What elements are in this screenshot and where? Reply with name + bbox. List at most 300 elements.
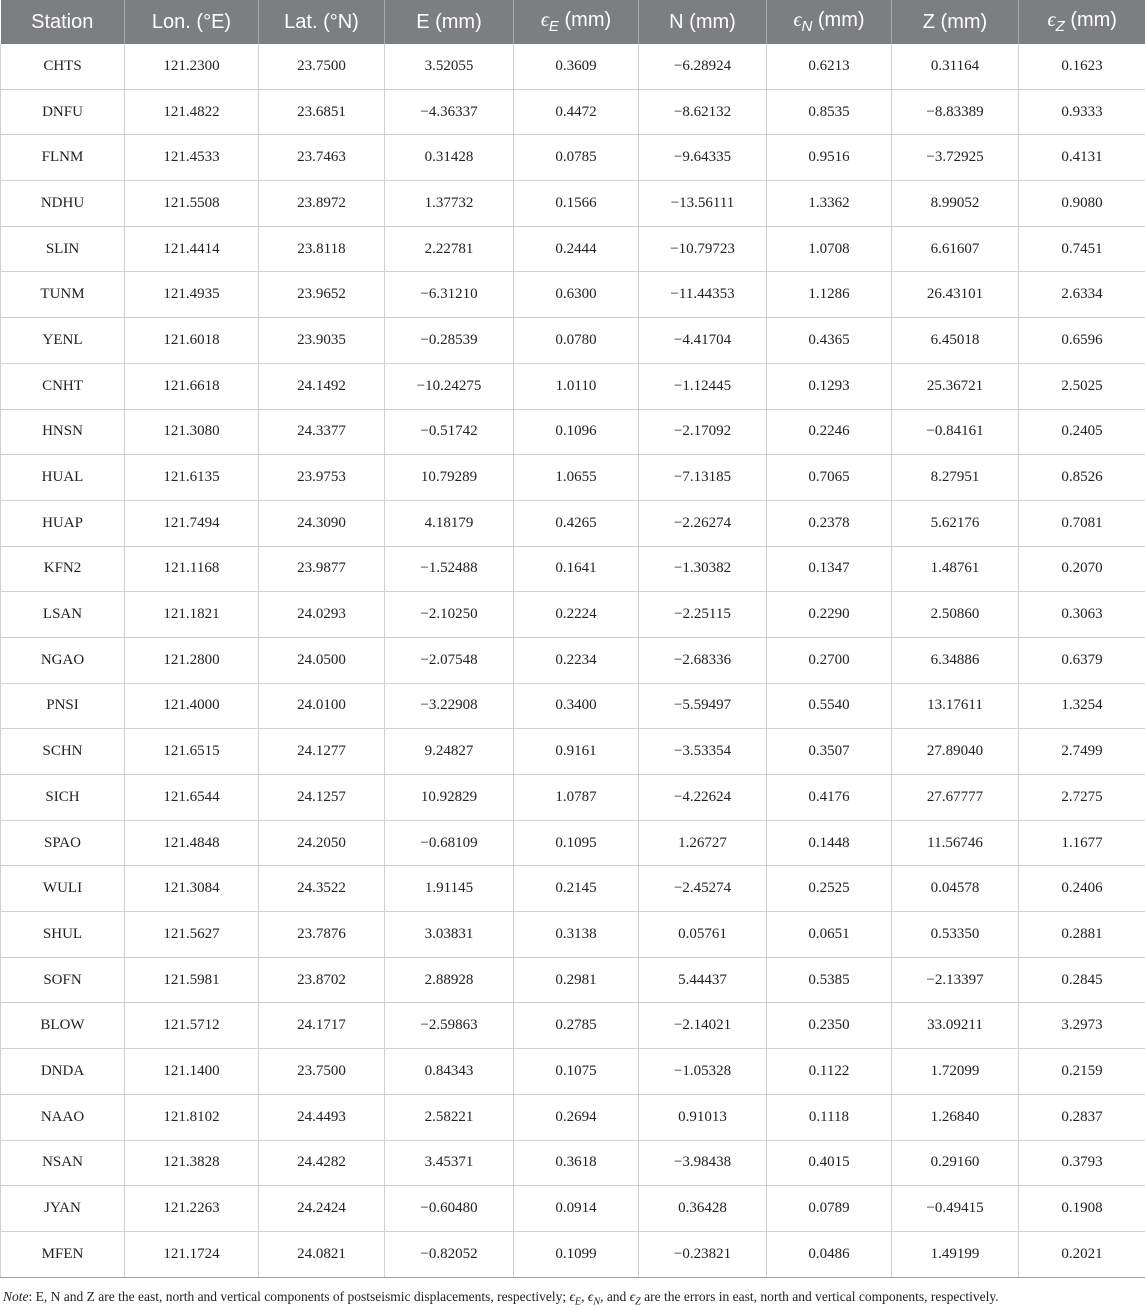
- note-eps-symbol-e: ϵ: [569, 1289, 574, 1304]
- station-cell: HNSN: [1, 409, 125, 455]
- value-cell: 0.0785: [514, 135, 639, 181]
- value-cell: 8.27951: [892, 455, 1019, 501]
- value-cell: −0.51742: [385, 409, 514, 455]
- table-row: [1, 957, 1145, 1003]
- value-cell: 0.53350: [892, 912, 1019, 958]
- value-cell: −1.12445: [639, 363, 767, 409]
- value-cell: 121.6018: [125, 318, 259, 364]
- value-cell: 0.1623: [1019, 44, 1145, 89]
- value-cell: 121.8102: [125, 1094, 259, 1140]
- value-cell: −0.68109: [385, 820, 514, 866]
- value-cell: 121.3084: [125, 866, 259, 912]
- value-cell: 0.29160: [892, 1140, 1019, 1186]
- table-row: [1, 181, 1145, 227]
- header-row: [1, 0, 1145, 44]
- value-cell: 0.6379: [1019, 637, 1145, 683]
- value-cell: 0.2845: [1019, 957, 1145, 1003]
- value-cell: 0.3618: [514, 1140, 639, 1186]
- value-cell: 0.2444: [514, 226, 639, 272]
- value-cell: 121.2263: [125, 1186, 259, 1232]
- value-cell: 0.2525: [767, 866, 892, 912]
- value-cell: 0.6596: [1019, 318, 1145, 364]
- table-row: [1, 866, 1145, 912]
- value-cell: 0.5540: [767, 683, 892, 729]
- value-cell: 23.8118: [259, 226, 385, 272]
- station-cell: LSAN: [1, 592, 125, 638]
- value-cell: 1.0655: [514, 455, 639, 501]
- table-row: [1, 912, 1145, 958]
- note-eps-symbol-n: ϵ: [588, 1289, 593, 1304]
- column-header: Z (mm): [892, 0, 1019, 44]
- value-cell: 0.04578: [892, 866, 1019, 912]
- value-cell: 121.5627: [125, 912, 259, 958]
- value-cell: 0.0914: [514, 1186, 639, 1232]
- column-unit: (mm): [559, 9, 611, 31]
- station-cell: HUAP: [1, 500, 125, 546]
- value-cell: 121.2800: [125, 637, 259, 683]
- note-sub-z: Z: [635, 1297, 641, 1308]
- epsilon-subscript: E: [549, 18, 559, 35]
- epsilon-symbol: ϵ: [541, 9, 549, 31]
- station-cell: SLIN: [1, 226, 125, 272]
- value-cell: 1.48761: [892, 546, 1019, 592]
- value-cell: 23.7463: [259, 135, 385, 181]
- value-cell: 0.1347: [767, 546, 892, 592]
- value-cell: 2.88928: [385, 957, 514, 1003]
- value-cell: 0.1075: [514, 1049, 639, 1095]
- value-cell: 0.3063: [1019, 592, 1145, 638]
- value-cell: 1.26727: [639, 820, 767, 866]
- value-cell: 0.1099: [514, 1231, 639, 1277]
- value-cell: 23.9652: [259, 272, 385, 318]
- value-cell: 25.36721: [892, 363, 1019, 409]
- value-cell: −0.60480: [385, 1186, 514, 1232]
- value-cell: −8.62132: [639, 89, 767, 135]
- value-cell: 0.2224: [514, 592, 639, 638]
- note-sep-2: , and: [600, 1289, 630, 1304]
- value-cell: −2.13397: [892, 957, 1019, 1003]
- value-cell: 0.0486: [767, 1231, 892, 1277]
- value-cell: −0.49415: [892, 1186, 1019, 1232]
- value-cell: 2.22781: [385, 226, 514, 272]
- value-cell: 0.2785: [514, 1003, 639, 1049]
- value-cell: 0.3609: [514, 44, 639, 89]
- value-cell: 121.6135: [125, 455, 259, 501]
- value-cell: 0.7451: [1019, 226, 1145, 272]
- value-cell: 121.4414: [125, 226, 259, 272]
- value-cell: 0.0780: [514, 318, 639, 364]
- value-cell: 0.2350: [767, 1003, 892, 1049]
- column-header: Lon. (°E): [125, 0, 259, 44]
- station-cell: SHUL: [1, 912, 125, 958]
- value-cell: 2.50860: [892, 592, 1019, 638]
- value-cell: −6.31210: [385, 272, 514, 318]
- epsilon-symbol: ϵ: [793, 9, 801, 31]
- value-cell: 0.31428: [385, 135, 514, 181]
- value-cell: 0.8526: [1019, 455, 1145, 501]
- value-cell: 0.2378: [767, 500, 892, 546]
- value-cell: 0.2246: [767, 409, 892, 455]
- value-cell: 24.3090: [259, 500, 385, 546]
- value-cell: 24.0293: [259, 592, 385, 638]
- table-row: [1, 683, 1145, 729]
- value-cell: 0.2290: [767, 592, 892, 638]
- value-cell: 23.8972: [259, 181, 385, 227]
- value-cell: 0.9161: [514, 729, 639, 775]
- value-cell: 2.7499: [1019, 729, 1145, 775]
- value-cell: −1.30382: [639, 546, 767, 592]
- column-header: [1019, 0, 1145, 44]
- value-cell: 23.6851: [259, 89, 385, 135]
- value-cell: 23.8702: [259, 957, 385, 1003]
- column-header: E (mm): [385, 0, 514, 44]
- value-cell: −4.41704: [639, 318, 767, 364]
- value-cell: −2.26274: [639, 500, 767, 546]
- value-cell: 121.5712: [125, 1003, 259, 1049]
- note-sub-e: E: [575, 1297, 581, 1308]
- epsilon-subscript: N: [802, 18, 813, 35]
- table-row: [1, 775, 1145, 821]
- value-cell: 24.4282: [259, 1140, 385, 1186]
- value-cell: 24.4493: [259, 1094, 385, 1140]
- value-cell: 121.5981: [125, 957, 259, 1003]
- value-cell: 23.7500: [259, 44, 385, 89]
- value-cell: −5.59497: [639, 683, 767, 729]
- table-row: [1, 500, 1145, 546]
- value-cell: 1.1286: [767, 272, 892, 318]
- value-cell: 0.1096: [514, 409, 639, 455]
- value-cell: 121.4822: [125, 89, 259, 135]
- column-header: Lat. (°N): [259, 0, 385, 44]
- table-row: [1, 1140, 1145, 1186]
- value-cell: 1.1677: [1019, 820, 1145, 866]
- value-cell: −2.68336: [639, 637, 767, 683]
- value-cell: 24.0100: [259, 683, 385, 729]
- value-cell: 0.0651: [767, 912, 892, 958]
- value-cell: −2.10250: [385, 592, 514, 638]
- value-cell: 0.1122: [767, 1049, 892, 1095]
- value-cell: 0.1448: [767, 820, 892, 866]
- value-cell: 24.2424: [259, 1186, 385, 1232]
- value-cell: 9.24827: [385, 729, 514, 775]
- value-cell: 0.2145: [514, 866, 639, 912]
- value-cell: 23.9877: [259, 546, 385, 592]
- value-cell: −9.64335: [639, 135, 767, 181]
- station-cell: HUAL: [1, 455, 125, 501]
- value-cell: −2.07548: [385, 637, 514, 683]
- table-row: [1, 44, 1145, 89]
- value-cell: 0.91013: [639, 1094, 767, 1140]
- value-cell: 1.37732: [385, 181, 514, 227]
- value-cell: 4.18179: [385, 500, 514, 546]
- station-cell: CHTS: [1, 44, 125, 89]
- value-cell: −6.28924: [639, 44, 767, 89]
- value-cell: 121.7494: [125, 500, 259, 546]
- station-cell: KFN2: [1, 546, 125, 592]
- value-cell: 23.9035: [259, 318, 385, 364]
- station-cell: SOFN: [1, 957, 125, 1003]
- value-cell: 121.3080: [125, 409, 259, 455]
- value-cell: 0.1095: [514, 820, 639, 866]
- table-row: [1, 1094, 1145, 1140]
- value-cell: 1.0787: [514, 775, 639, 821]
- value-cell: 24.3522: [259, 866, 385, 912]
- value-cell: 0.6300: [514, 272, 639, 318]
- note-text-1: : E, N and Z are the east, north and vertical components of postseismic displacements, respectively;: [29, 1289, 570, 1304]
- value-cell: −0.23821: [639, 1231, 767, 1277]
- value-cell: 121.4935: [125, 272, 259, 318]
- value-cell: 121.6515: [125, 729, 259, 775]
- value-cell: 121.1168: [125, 546, 259, 592]
- note-eps-symbol-z: ϵ: [630, 1289, 635, 1304]
- table-row: [1, 226, 1145, 272]
- value-cell: 1.0110: [514, 363, 639, 409]
- value-cell: 26.43101: [892, 272, 1019, 318]
- value-cell: 5.44437: [639, 957, 767, 1003]
- column-header: [514, 0, 639, 44]
- value-cell: −13.56111: [639, 181, 767, 227]
- value-cell: −2.59863: [385, 1003, 514, 1049]
- column-unit: (mm): [812, 9, 864, 31]
- column-header: Station: [1, 0, 125, 44]
- value-cell: 1.26840: [892, 1094, 1019, 1140]
- value-cell: −0.84161: [892, 409, 1019, 455]
- value-cell: 0.0789: [767, 1186, 892, 1232]
- value-cell: 27.89040: [892, 729, 1019, 775]
- value-cell: 24.2050: [259, 820, 385, 866]
- value-cell: 2.5025: [1019, 363, 1145, 409]
- value-cell: 0.9333: [1019, 89, 1145, 135]
- value-cell: 2.58221: [385, 1094, 514, 1140]
- value-cell: 10.79289: [385, 455, 514, 501]
- value-cell: 121.4848: [125, 820, 259, 866]
- table-row: [1, 318, 1145, 364]
- value-cell: 24.1492: [259, 363, 385, 409]
- value-cell: −4.22624: [639, 775, 767, 821]
- value-cell: 0.4265: [514, 500, 639, 546]
- value-cell: 0.9516: [767, 135, 892, 181]
- value-cell: 0.8535: [767, 89, 892, 135]
- value-cell: 0.9080: [1019, 181, 1145, 227]
- value-cell: 5.62176: [892, 500, 1019, 546]
- value-cell: 0.2405: [1019, 409, 1145, 455]
- value-cell: 121.6544: [125, 775, 259, 821]
- value-cell: 121.4533: [125, 135, 259, 181]
- epsilon-symbol: ϵ: [1048, 9, 1056, 31]
- table-row: [1, 729, 1145, 775]
- value-cell: 0.2700: [767, 637, 892, 683]
- value-cell: 0.4472: [514, 89, 639, 135]
- table-row: [1, 135, 1145, 181]
- table-row: [1, 272, 1145, 318]
- station-cell: SICH: [1, 775, 125, 821]
- value-cell: 24.1717: [259, 1003, 385, 1049]
- value-cell: 121.2300: [125, 44, 259, 89]
- value-cell: 0.2694: [514, 1094, 639, 1140]
- value-cell: 0.1566: [514, 181, 639, 227]
- table-row: [1, 89, 1145, 135]
- value-cell: 0.7065: [767, 455, 892, 501]
- value-cell: 0.2837: [1019, 1094, 1145, 1140]
- value-cell: −3.22908: [385, 683, 514, 729]
- table-row: [1, 455, 1145, 501]
- column-header: N (mm): [639, 0, 767, 44]
- value-cell: 0.2159: [1019, 1049, 1145, 1095]
- value-cell: −2.14021: [639, 1003, 767, 1049]
- value-cell: 1.91145: [385, 866, 514, 912]
- value-cell: 121.6618: [125, 363, 259, 409]
- station-cell: DNFU: [1, 89, 125, 135]
- value-cell: 0.3793: [1019, 1140, 1145, 1186]
- table-note: [3, 1289, 999, 1308]
- note-text-2: are the errors in east, north and vertical components, respectively.: [641, 1289, 999, 1304]
- value-cell: 23.7876: [259, 912, 385, 958]
- value-cell: −0.82052: [385, 1231, 514, 1277]
- station-cell: NGAO: [1, 637, 125, 683]
- table-row: [1, 1186, 1145, 1232]
- value-cell: 23.9753: [259, 455, 385, 501]
- value-cell: 0.2406: [1019, 866, 1145, 912]
- station-cell: SPAO: [1, 820, 125, 866]
- value-cell: 1.49199: [892, 1231, 1019, 1277]
- value-cell: 10.92829: [385, 775, 514, 821]
- value-cell: 0.3400: [514, 683, 639, 729]
- value-cell: 0.2021: [1019, 1231, 1145, 1277]
- table-row: [1, 592, 1145, 638]
- station-cell: SCHN: [1, 729, 125, 775]
- station-cell: DNDA: [1, 1049, 125, 1095]
- column-header: [767, 0, 892, 44]
- value-cell: 2.6334: [1019, 272, 1145, 318]
- value-cell: 24.0821: [259, 1231, 385, 1277]
- value-cell: 2.7275: [1019, 775, 1145, 821]
- value-cell: 0.1118: [767, 1094, 892, 1140]
- table-body: [1, 44, 1145, 1277]
- station-cell: PNSI: [1, 683, 125, 729]
- table-row: [1, 1049, 1145, 1095]
- value-cell: 6.61607: [892, 226, 1019, 272]
- value-cell: 0.1293: [767, 363, 892, 409]
- value-cell: 24.1277: [259, 729, 385, 775]
- value-cell: 0.4176: [767, 775, 892, 821]
- value-cell: 24.3377: [259, 409, 385, 455]
- value-cell: 0.2881: [1019, 912, 1145, 958]
- value-cell: −7.13185: [639, 455, 767, 501]
- value-cell: 0.4131: [1019, 135, 1145, 181]
- value-cell: 3.2973: [1019, 1003, 1145, 1049]
- value-cell: 6.45018: [892, 318, 1019, 364]
- note-sub-n: N: [593, 1297, 600, 1308]
- table-row: [1, 1003, 1145, 1049]
- value-cell: 0.5385: [767, 957, 892, 1003]
- value-cell: 0.7081: [1019, 500, 1145, 546]
- value-cell: −2.17092: [639, 409, 767, 455]
- station-cell: JYAN: [1, 1186, 125, 1232]
- station-cell: YENL: [1, 318, 125, 364]
- value-cell: −11.44353: [639, 272, 767, 318]
- station-cell: TUNM: [1, 272, 125, 318]
- column-unit: (mm): [1065, 9, 1117, 31]
- value-cell: 8.99052: [892, 181, 1019, 227]
- value-cell: 1.0708: [767, 226, 892, 272]
- value-cell: 3.03831: [385, 912, 514, 958]
- value-cell: 3.45371: [385, 1140, 514, 1186]
- table-row: [1, 363, 1145, 409]
- table-row: [1, 637, 1145, 683]
- value-cell: 0.3507: [767, 729, 892, 775]
- value-cell: 13.17611: [892, 683, 1019, 729]
- station-cell: CNHT: [1, 363, 125, 409]
- value-cell: 27.67777: [892, 775, 1019, 821]
- table-row: [1, 820, 1145, 866]
- value-cell: 121.4000: [125, 683, 259, 729]
- value-cell: −4.36337: [385, 89, 514, 135]
- station-cell: NDHU: [1, 181, 125, 227]
- value-cell: 0.2070: [1019, 546, 1145, 592]
- station-cell: BLOW: [1, 1003, 125, 1049]
- value-cell: 121.3828: [125, 1140, 259, 1186]
- table-row: [1, 1231, 1145, 1277]
- value-cell: 121.1724: [125, 1231, 259, 1277]
- value-cell: −1.52488: [385, 546, 514, 592]
- epsilon-subscript: Z: [1056, 18, 1065, 35]
- value-cell: 0.4015: [767, 1140, 892, 1186]
- value-cell: −2.45274: [639, 866, 767, 912]
- value-cell: 0.36428: [639, 1186, 767, 1232]
- table-row: [1, 409, 1145, 455]
- value-cell: 23.7500: [259, 1049, 385, 1095]
- value-cell: −3.98438: [639, 1140, 767, 1186]
- value-cell: −0.28539: [385, 318, 514, 364]
- value-cell: 24.1257: [259, 775, 385, 821]
- value-cell: 0.2981: [514, 957, 639, 1003]
- value-cell: 121.1400: [125, 1049, 259, 1095]
- value-cell: 1.72099: [892, 1049, 1019, 1095]
- value-cell: −2.25115: [639, 592, 767, 638]
- value-cell: 0.2234: [514, 637, 639, 683]
- value-cell: 0.05761: [639, 912, 767, 958]
- value-cell: 24.0500: [259, 637, 385, 683]
- value-cell: 0.3138: [514, 912, 639, 958]
- value-cell: 11.56746: [892, 820, 1019, 866]
- value-cell: −10.79723: [639, 226, 767, 272]
- value-cell: 0.1641: [514, 546, 639, 592]
- value-cell: −8.83389: [892, 89, 1019, 135]
- value-cell: 121.1821: [125, 592, 259, 638]
- value-cell: 6.34886: [892, 637, 1019, 683]
- value-cell: 33.09211: [892, 1003, 1019, 1049]
- value-cell: 0.4365: [767, 318, 892, 364]
- note-prefix: Note: [3, 1289, 29, 1304]
- value-cell: 0.1908: [1019, 1186, 1145, 1232]
- value-cell: −10.24275: [385, 363, 514, 409]
- note-sep-1: ,: [581, 1289, 588, 1304]
- station-cell: MFEN: [1, 1231, 125, 1277]
- value-cell: 0.31164: [892, 44, 1019, 89]
- station-cell: FLNM: [1, 135, 125, 181]
- value-cell: 0.6213: [767, 44, 892, 89]
- value-cell: 1.3362: [767, 181, 892, 227]
- value-cell: −1.05328: [639, 1049, 767, 1095]
- table-row: [1, 546, 1145, 592]
- value-cell: −3.53354: [639, 729, 767, 775]
- value-cell: −3.72925: [892, 135, 1019, 181]
- station-cell: NAAO: [1, 1094, 125, 1140]
- value-cell: 0.84343: [385, 1049, 514, 1095]
- value-cell: 3.52055: [385, 44, 514, 89]
- value-cell: 1.3254: [1019, 683, 1145, 729]
- value-cell: 121.5508: [125, 181, 259, 227]
